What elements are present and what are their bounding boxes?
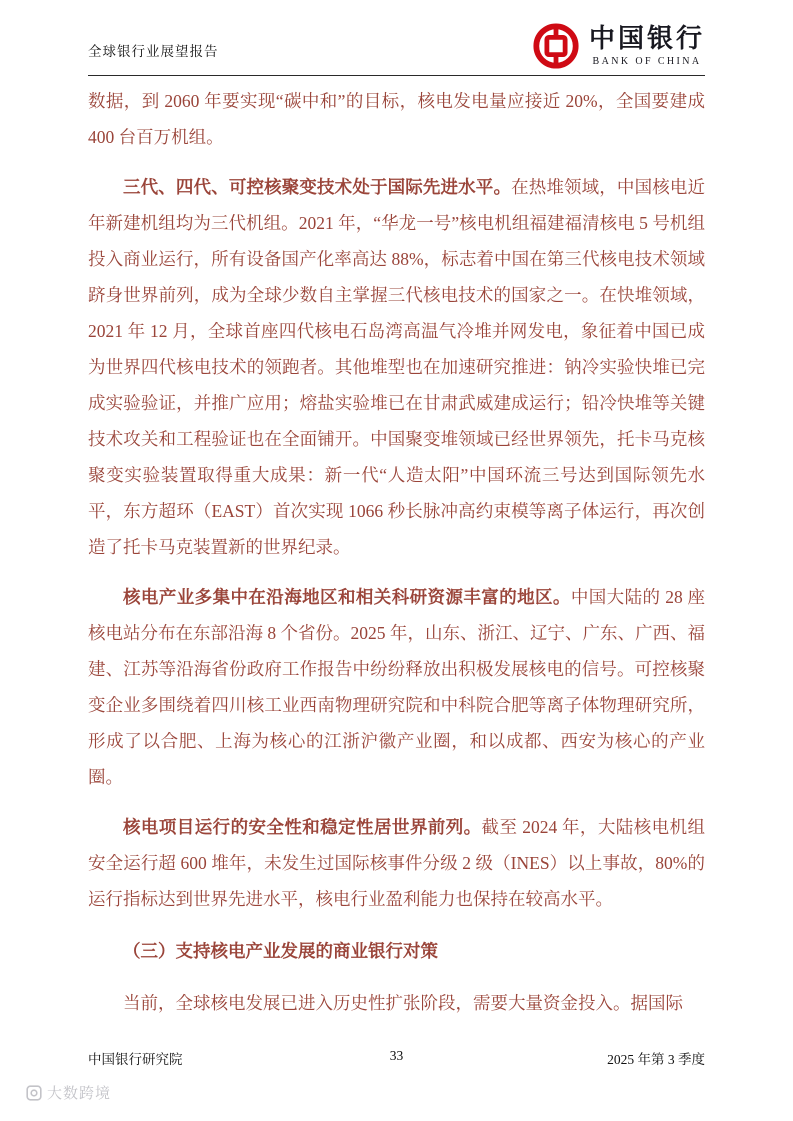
paragraph-3-text: 中国大陆的 28 座核电站分布在东部沿海 8 个省份。2025 年，山东、浙江、辽宁、广东、广西、福建、江苏等沿海省份政府工作报告中纷纷释放出积极发展核电的信号。可控核聚变企业多围绕着四川核工业西南物理研究院和中科院合肥等离子体物理研究所，形成了以合肥、上海为核心的江浙沪徽产业圈，和以成都、西安为核心的产业圈。: [88, 587, 706, 787]
boc-emblem-icon: [532, 22, 580, 70]
boc-logo: [532, 22, 705, 70]
footer-institute: 中国银行研究院: [88, 1052, 183, 1067]
paragraph-5: [88, 985, 705, 1021]
document-body: [88, 76, 705, 1021]
page-header: [88, 22, 705, 76]
paragraph-5-text: 当前，全球核电发展已进入历史性扩张阶段，需要大量资金投入。据国际: [123, 993, 683, 1013]
paragraph-2-text: 在热堆领域，中国核电近年新建机组均为三代机组。2021 年，“华龙一号”核电机组福建福清核电 5 号机组投入商业运行，所有设备国产化率高达 88%，标志着中国在第三代核电技术领域跻身世界前列，成为全球少数自主掌握三代核电技术的国家之一。在快堆领域，2021 年 12 月，全球首座四代核电石岛湾高温气冷堆并网发电，象征着中国已成为世界四代核电技术的领跑者。其他堆型也在加速研究推进：钠冷实验快堆已完成实验验证，并推广应用；熔盐实验堆已在甘肃武威建成运行；铅冷快堆等关键技术攻关和工程验证也在全面铺开。中国聚变堆领域已经世界领先，托卡马克核聚变实验装置取得重大成果：新一代“人造太阳”中国环流三号达到国际领先水平，东方超环（EAST）首次实现 1066 秒长脉冲高约束模等离子体运行，再次创造了托卡马克装置新的世界纪录。: [88, 177, 705, 557]
paragraph-4-lead: 核电项目运行的安全性和稳定性居世界前列。: [123, 817, 482, 837]
paragraph-1: [88, 83, 705, 155]
page-footer: [88, 1048, 705, 1068]
page-number: 33: [389, 1048, 404, 1063]
watermark-logo-icon: [26, 1085, 42, 1101]
paragraph-4-text: 截至 2024 年，大陆核电机组安全运行超 600 堆年，未发生过国际核事件分级 2 级（INES）以上事故，80%的运行指标达到世界先进水平，核电行业盈利能力也保持在较高水平。: [88, 817, 705, 909]
logo-en-text: BANK OF CHINA: [592, 56, 702, 68]
boc-logo-text: [589, 25, 705, 68]
footer-issue: 2025 年第 3 季度: [607, 1052, 705, 1067]
paragraph-3: [88, 579, 705, 795]
report-title: 全球银行业展望报告: [88, 44, 219, 59]
paragraph-3-lead: 核电产业多集中在沿海地区和相关科研资源丰富的地区。: [123, 587, 571, 607]
paragraph-2-lead: 三代、四代、可控核聚变技术处于国际先进水平。: [123, 177, 512, 197]
paragraph-4: [88, 809, 705, 917]
paragraph-2: [88, 169, 705, 565]
logo-cn-text: 中国银行: [588, 23, 705, 53]
watermark: [26, 1082, 111, 1103]
section-heading: （三）支持核电产业发展的商业银行对策: [123, 941, 438, 961]
watermark-text: 大数跨境: [47, 1085, 112, 1102]
paragraph-1-text: 数据，到 2060 年要实现“碳中和”的目标，核电发电量应接近 20%，全国要建成 400 台百万机组。: [88, 91, 705, 147]
